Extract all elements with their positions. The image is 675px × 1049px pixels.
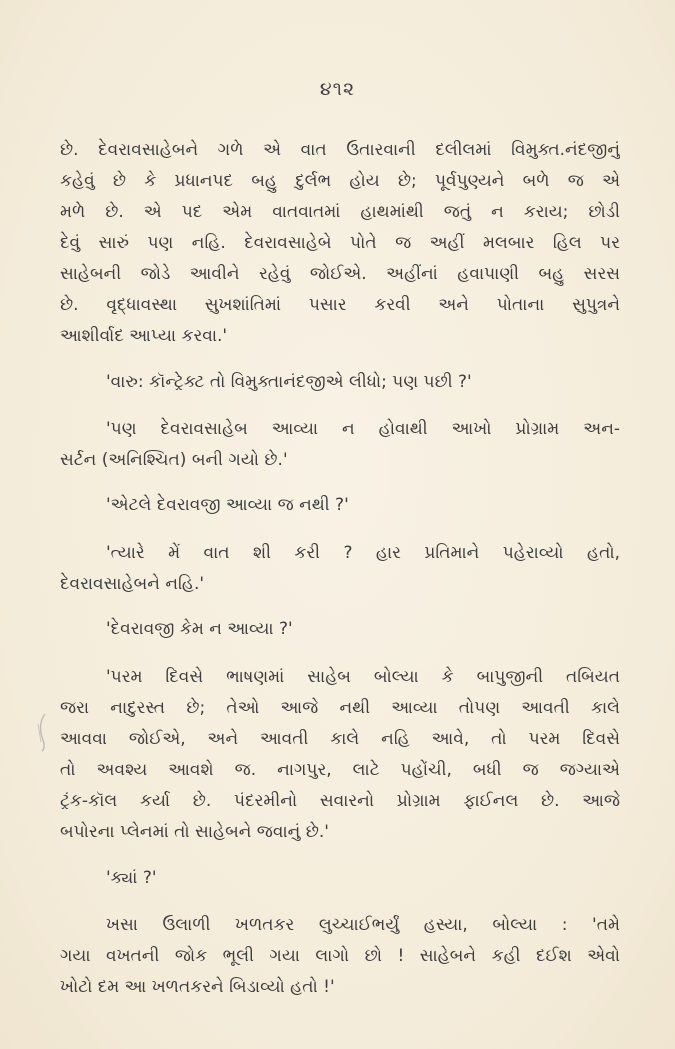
text-line: દેવરાવસાહેબને નહિ.' (60, 574, 205, 594)
text-line: કહેવું છે કે પ્રધાનપદ બહુ દુર્લભ હોય છે; પૂર્વપુણ્યને બળે જ એ (60, 171, 620, 191)
paragraph-9 (60, 910, 620, 1003)
text-line: મળે છે. એ પદ એમ વાતવાતમાં હાથમાંથી જતું ન કરાય; છોડી (60, 202, 620, 222)
text-line: 'ક્યાં ?' (106, 868, 157, 888)
text-line: 'એટલે દેવરાવજી આવ્યા જ નથી ?' (106, 495, 349, 515)
text-line: આશીર્વાદ આપ્યા કરવા.' (60, 326, 228, 346)
text-line: 'પરમ દિવસે ભાષણમાં સાહેબ બોલ્યા કે બાપુજીની તબિયત (106, 667, 620, 687)
text-line: 'દેવરાવજી કેમ ન આવ્યા ?' (106, 619, 293, 639)
pencil-mark-icon (36, 712, 50, 752)
text-line: સર્ટન (અનિશ્ચિત) બની ગયો છે.' (60, 450, 288, 470)
paragraph-4 (60, 490, 620, 521)
text-line: છે. વૃદ્ધાવસ્થા સુખશાંતિમાં પસાર કરવી અને પોતાના સુપુત્રને (60, 295, 620, 315)
paragraph-7 (60, 662, 620, 848)
text-line: તો અવશ્ય આવશે જ. નાગપુર, લાટે પહોંચી, બધી જ જગ્યાએ (60, 760, 620, 780)
text-line: 'વારુ: કૉન્ટ્રેક્ટ તો વિમુક્તાનંદજીએ લીધો; પણ પછી ?' (106, 372, 472, 392)
text-line: ખસા ઉલાળી ખળતકર લુચ્ચાઈભર્યું હસ્યા, બોલ્યા : 'તમે (106, 915, 620, 935)
paragraph-5 (60, 538, 620, 600)
text-line: 'ત્યારે મેં વાત શી કરી ? હાર પ્રતિમાને પહેરાવ્યો હતો, (106, 543, 620, 563)
text-line: સાહેબની જોડે આવીને રહેવું જોઈએ. અહીંનાં હવાપાણી બહુ સરસ (60, 264, 620, 284)
paragraph-6 (60, 614, 620, 645)
paragraph-1 (60, 135, 620, 352)
paragraph-8 (60, 863, 620, 894)
text-line: બપોરના પ્લેનમાં તો સાહેબને જવાનું છે.' (60, 822, 329, 842)
paragraph-3 (60, 414, 620, 476)
text-line: ગયા વખતની જોક ભૂલી ગયા લાગો છો ! સાહેબને કહી દઈશ એવો (60, 946, 620, 966)
page-number: ૪૧૨ (319, 78, 356, 100)
text-line: ટ્રંક-કૉલ કર્યા છે. પંદરમીનો સવારનો પ્રોગ્રામ ફાઈનલ છે. આજે (60, 791, 620, 811)
text-line: છે. દેવરાવસાહેબને ગળે એ વાત ઉતારવાની દલીલમાં વિમુક્ત.નંદજીનું (60, 140, 620, 160)
text-line: જરા નાદુરસ્ત છે; તેઓ આજે નથી આવ્યા તોપણ આવતી કાલે (60, 698, 620, 718)
text-line: દેવું સારું પણ નહિ. દેવરાવસાહેબે પોતે જ અહીં મલબાર હિલ પર (60, 233, 620, 253)
text-line: ખોટો દમ આ ખળતકરને બિડાવ્યો હતો !' (60, 977, 335, 997)
text-line: 'પણ દેવરાવસાહેબ આવ્યા ન હોવાથી આખો પ્રોગ્રામ અન- (106, 419, 620, 439)
paragraph-2 (60, 367, 620, 398)
text-line: આવવા જોઈએ, અને આવતી કાલે નહિ આવે, તો પરમ દિવસે (60, 729, 620, 749)
